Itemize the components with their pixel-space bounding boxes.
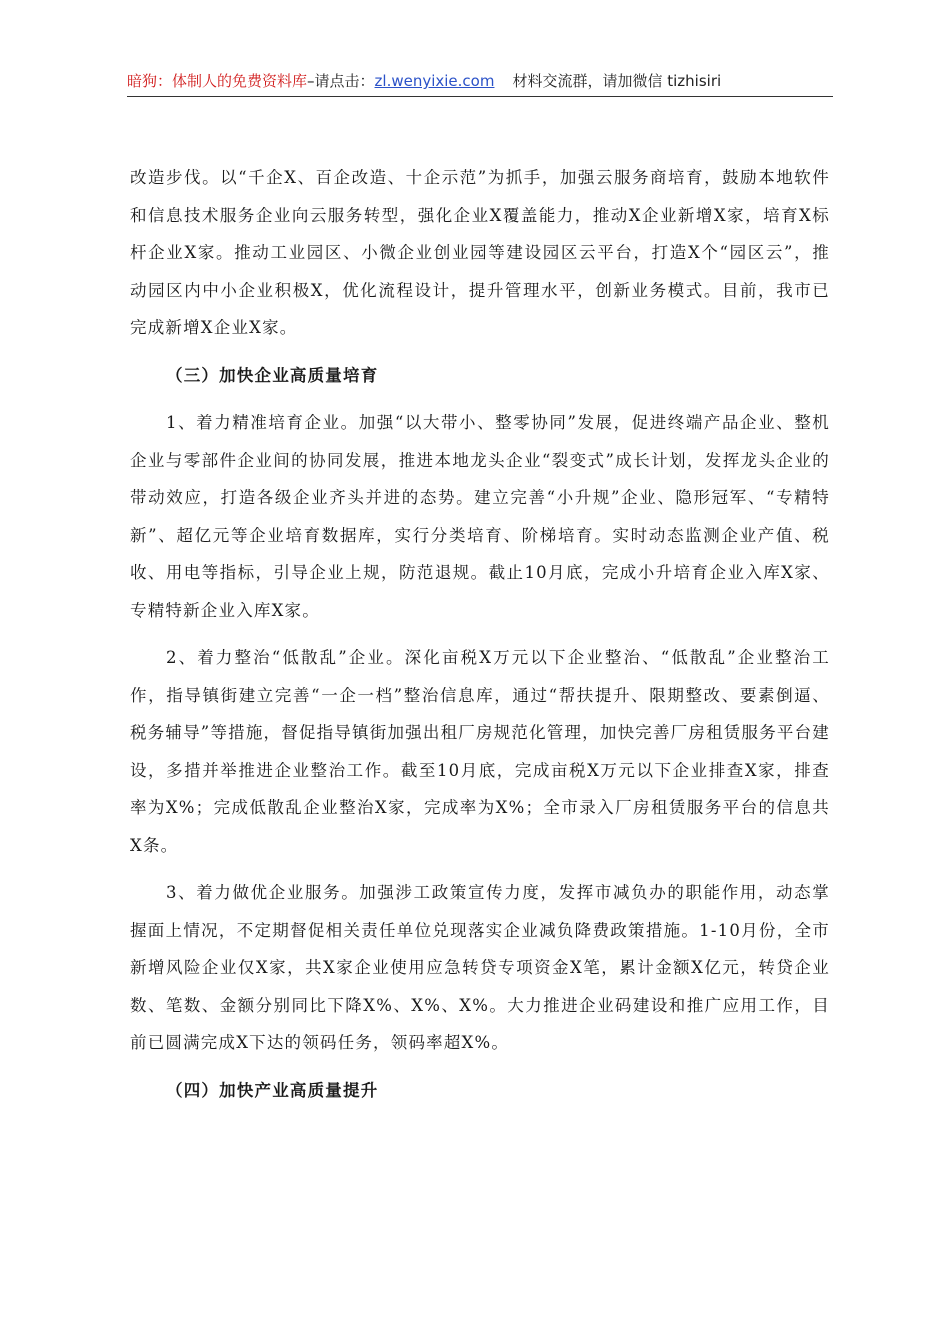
page-header: [127, 66, 833, 97]
document-body: [130, 159, 830, 1119]
section-heading-4: （四）加快产业高质量提升: [166, 1080, 379, 1100]
header-contact: 材料交流群，请加微信 tizhisiri: [512, 72, 722, 90]
paragraph-item-3: 3、着力做优企业服务。加强涉工政策宣传力度，发挥市减负办的职能作用，动态掌握面上情况，不定期督促相关责任单位兑现落实企业减负降费政策措施。1-10月份，全市新增风险企业仅X家，共X家企业使用应急转贷专项资金X笔，累计金额X亿元，转贷企业数、笔数、金额分别同比下降X%、X%、X%。大力推进企业码建设和推广应用工作，目前已圆满完成X下达的领码任务，领码率超X%。: [130, 883, 830, 1052]
header-prompt: –请点击：: [307, 72, 375, 90]
paragraph-item-2: 2、着力整治“低散乱”企业。深化亩税X万元以下企业整治、“低散乱”企业整治工作，指导镇街建立完善“一企一档”整治信息库，通过“帮扶提升、限期整改、要素倒逼、税务辅导”等措施，督促指导镇街加强出租厂房规范化管理，加快完善厂房租赁服务平台建设，多措并举推进企业整治工作。截至10月底，完成亩税X万元以下企业排查X家，排查率为X%；完成低散乱企业整治X家，完成率为X%；全市录入厂房租赁服务平台的信息共X条。: [130, 648, 830, 855]
section-heading-3: （三）加快企业高质量培育: [166, 365, 379, 385]
paragraph-continued: 改造步伐。以“千企X、百企改造、十企示范”为抓手，加强云服务商培育，鼓励本地软件和信息技术服务企业向云服务转型，强化企业X覆盖能力，推动X企业新增X家，培育X标杆企业X家。推动工业园区、小微企业创业园等建设园区云平台，打造X个“园区云”，推动园区内中小企业积极X，优化流程设计，提升管理水平，创新业务模式。目前，我市已完成新增X企业X家。: [130, 168, 830, 337]
header-link[interactable]: zl.wenyixie.com: [374, 72, 495, 90]
header-brand: 暗狗：体制人的免费资料库: [127, 72, 308, 90]
paragraph-item-1: 1、着力精准培育企业。加强“以大带小、整零协同”发展，促进终端产品企业、整机企业与零部件企业间的协同发展，推进本地龙头企业“裂变式”成长计划，发挥龙头企业的带动效应，打造各级企业齐头并进的态势。建立完善“小升规”企业、隐形冠军、“专精特新”、超亿元等企业培育数据库，实行分类培育、阶梯培育。实时动态监测企业产值、税收、用电等指标，引导企业上规，防范退规。截止10月底，完成小升培育企业入库X家、专精特新企业入库X家。: [130, 413, 830, 620]
